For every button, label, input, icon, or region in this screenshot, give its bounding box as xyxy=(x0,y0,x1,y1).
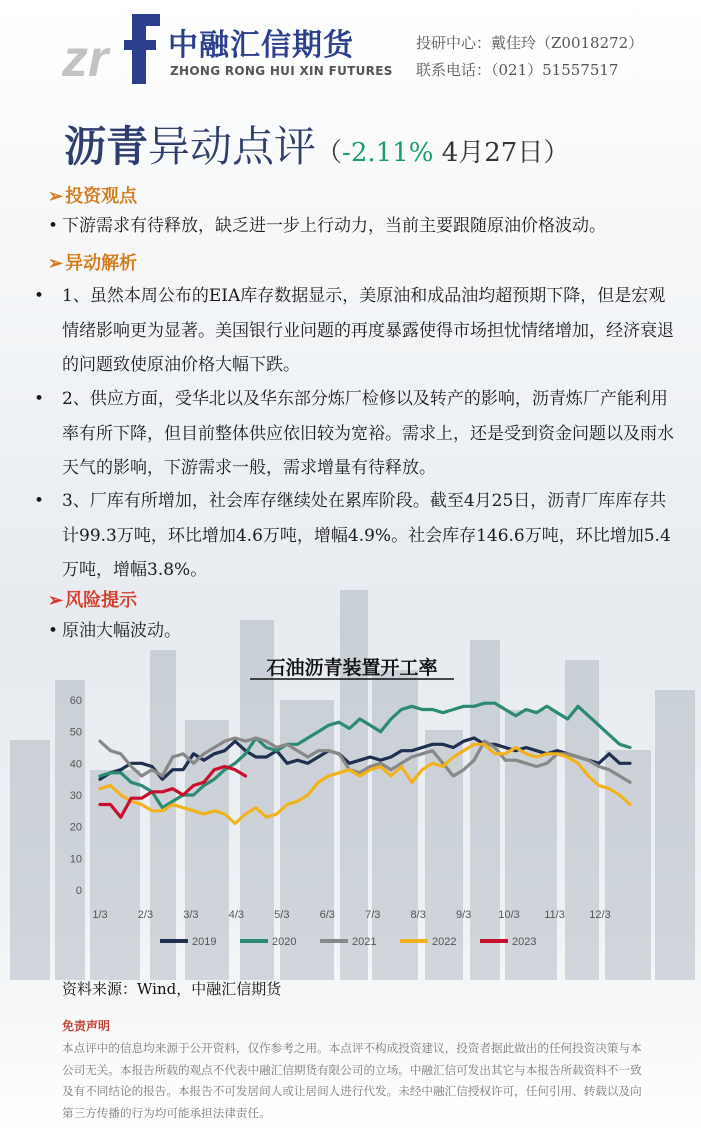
title-date: 4月27日） xyxy=(433,138,570,168)
x-tick-label: 6/3 xyxy=(319,909,335,921)
x-tick-label: 9/3 xyxy=(455,909,472,921)
company-name-cn: 中融汇信期货 xyxy=(168,28,354,63)
phone-line: 联系电话：（021）51557517 xyxy=(416,61,619,79)
analysis-item-3 xyxy=(34,484,674,588)
x-tick-label: 8/3 xyxy=(410,909,426,921)
analysis-text: 1、虽然本周公布的EIA库存数据显示，美原油和成品油均超预期下降，但是宏观情绪影响更为显著。美国银行业问题的再度暴露使得市场担忧情绪增加，经济衰退的问题致使原油价格大幅下跌。 xyxy=(62,286,674,375)
bullet-icon: • xyxy=(48,621,59,641)
y-tick-label: 40 xyxy=(69,758,82,771)
y-tick-label: 50 xyxy=(69,726,82,739)
page-title xyxy=(64,114,569,174)
chart-legend xyxy=(160,936,536,948)
y-tick-label: 30 xyxy=(69,790,82,802)
y-tick-label: 10 xyxy=(69,853,82,866)
section-investment-view xyxy=(48,182,137,208)
company-name-en: ZHONG RONG HUI XIN FUTURES xyxy=(170,64,393,78)
section-risk xyxy=(48,586,137,612)
chart-title: 石油沥青装置开工率 xyxy=(266,658,438,679)
analysis-item-2 xyxy=(34,382,674,486)
legend-label: 2022 xyxy=(432,936,457,948)
y-tick-label: 20 xyxy=(69,821,82,834)
y-tick-label: 0 xyxy=(75,885,82,897)
bullet-icon: • xyxy=(34,286,45,306)
legend-label: 2021 xyxy=(352,936,377,948)
disclaimer-title: 免责声明 xyxy=(62,1019,111,1033)
x-tick-label: 10/3 xyxy=(498,909,520,921)
series-lines xyxy=(100,703,630,823)
arrow-icon: ➢ xyxy=(48,590,64,611)
analyst-line: 投研中心：戴佳玲（Z0018272） xyxy=(416,34,644,52)
y-tick-label: 60 xyxy=(69,695,82,707)
x-axis xyxy=(92,909,610,921)
x-tick-label: 3/3 xyxy=(183,909,199,921)
y-axis xyxy=(70,695,82,897)
x-tick-label: 1/3 xyxy=(92,909,108,921)
title-paren-open: （ xyxy=(316,138,343,168)
disclaimer-text: 本点评中的信息均来源于公开资料，仅作参考之用。本点评不构成投资建议，投资者据此做出的任何投资决策与本公司无关。本报告所载的观点不代表中融汇信期货有限公司的立场。中融汇信可发出其它与本报告所载资料不一致及有不同结论的报告。本报告不可发居间人或让居间人进行代发。未经中融汇信授权许可，任何引用、转载以及向第三方传播的行为均可能承担法律责任。 xyxy=(62,1041,642,1120)
price-change: -2.11% xyxy=(342,138,434,168)
risk-text xyxy=(48,614,660,649)
x-tick-label: 5/3 xyxy=(274,909,290,921)
zrf-logo-icon xyxy=(62,14,160,84)
svg-text:zr: zr xyxy=(62,30,109,84)
x-tick-label: 7/3 xyxy=(365,909,381,921)
section-title: 异动解析 xyxy=(65,253,138,274)
arrow-icon: ➢ xyxy=(48,186,64,207)
bullet-icon: • xyxy=(34,389,45,409)
section-title: 投资观点 xyxy=(65,186,138,207)
investment-view-text xyxy=(48,209,660,244)
arrow-icon: ➢ xyxy=(48,253,64,274)
x-tick-label: 2/3 xyxy=(137,909,154,921)
contact-info xyxy=(416,30,643,84)
title-text: 异动点评 xyxy=(148,122,317,171)
legend-label: 2019 xyxy=(192,936,217,948)
bullet-icon: • xyxy=(48,216,59,236)
legend-label: 2023 xyxy=(512,936,537,948)
x-tick-label: 4/3 xyxy=(228,909,245,921)
data-source: 资料来源：Wind，中融汇信期货 xyxy=(62,980,282,998)
report-header xyxy=(0,0,701,100)
bullet-icon: • xyxy=(34,491,45,511)
view-text: 下游需求有待释放，缺乏进一步上行动力，当前主要跟随原油价格波动。 xyxy=(62,216,606,236)
title-product: 沥青 xyxy=(64,122,149,171)
x-tick-label: 11/3 xyxy=(544,909,565,921)
utilization-line-chart xyxy=(62,648,642,958)
analysis-text: 2、供应方面，受华北以及华东部分炼厂检修以及转产的影响，沥青炼厂产能利用率有所下降，但目前整体供应依旧较为宽裕。需求上，还是受到资金问题以及雨水天气的影响，下游需求一般，需求增量有待释放。 xyxy=(62,389,674,478)
legend-label: 2020 xyxy=(272,936,297,948)
x-tick-label: 12/3 xyxy=(589,909,611,921)
section-analysis xyxy=(48,249,137,275)
analysis-text: 3、厂库有所增加，社会库存继续处在累库阶段。截至4月25日，沥青厂库库存共计99.3万吨，环比增加4.6万吨，增幅4.9%。社会库存146.6万吨，环比增加5.4万吨，增幅3.8%。 xyxy=(62,491,671,580)
risk-text-body: 原油大幅波动。 xyxy=(62,621,181,641)
analysis-item-1 xyxy=(34,279,674,383)
section-title: 风险提示 xyxy=(65,590,138,611)
